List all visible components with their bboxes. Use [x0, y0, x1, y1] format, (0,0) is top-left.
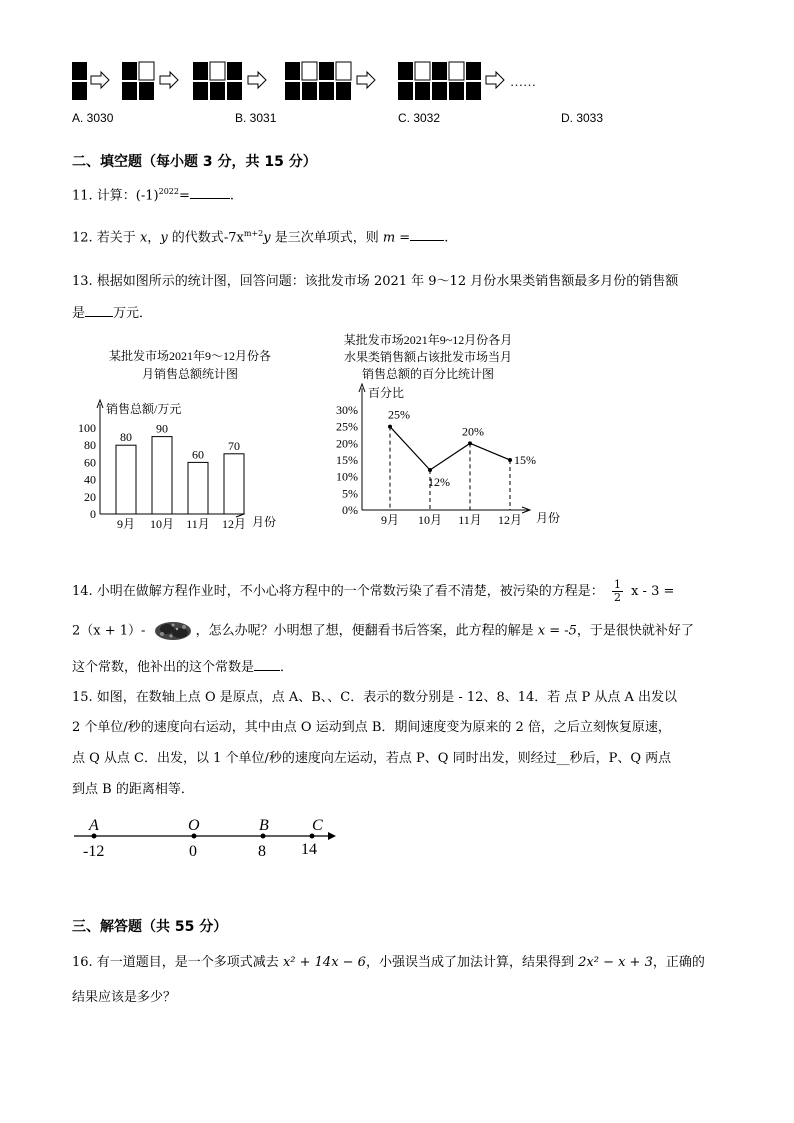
x-tick-label: 10月	[417, 513, 443, 527]
y-tick-label: 40	[84, 472, 96, 487]
label-b: B	[259, 817, 269, 834]
bar	[224, 454, 244, 514]
chart-title-line: 某批发市场2021年9～12月份各	[108, 349, 272, 363]
option-a[interactable]: A. 3030	[72, 111, 114, 125]
data-label: 15%	[514, 453, 536, 467]
bar	[152, 437, 172, 514]
bar	[116, 445, 136, 514]
x-tick-label: 10月	[149, 517, 175, 531]
question-11: 11. 计算：$(-1)^{2022}=$ .	[72, 187, 235, 204]
chart-title-line: 销售总额的百分比统计图	[361, 367, 495, 381]
pattern-step-5	[398, 62, 481, 100]
series-line	[390, 427, 510, 470]
x-tick-label: 9月	[380, 513, 400, 527]
section-2-title: 二、填空题（每小题 3 分，共 15 分）	[72, 154, 317, 170]
y-tick-label: 100	[78, 421, 96, 435]
chart-title-line: 水果类销售额占该批发市场当月	[343, 350, 513, 364]
y-tick-label: 0	[90, 507, 96, 521]
value-o: 0	[189, 843, 197, 860]
pattern-step-3	[193, 62, 242, 100]
question-12: 12. 若关于 x，y 的代数式$-7x^{m+2}y$ 是三次单项式，则 m = .	[72, 229, 449, 246]
bar-value-label: 70	[228, 438, 240, 453]
value-a: -12	[83, 843, 105, 860]
question-15-line-3: 点 Q 从点 C．出发，以 1 个单位/秒的速度向左运动，若点 P、Q 同时出发，则经过__秒后，P、Q 两点	[72, 751, 672, 766]
pattern-figure	[70, 60, 570, 102]
x-tick-label: 11月	[186, 517, 210, 531]
y-tick-label: 10%	[336, 469, 358, 484]
arrow-icon	[357, 72, 375, 88]
x-axis-label: 月份	[536, 511, 561, 525]
y-tick-label: 20%	[336, 436, 358, 451]
arrow-icon	[486, 72, 504, 88]
question-13-line-1: 13. 根据如图所示的统计图，回答问题：该批发市场 2021 年 9～12 月份水果类销售额最多月份的销售额	[72, 274, 679, 289]
data-label: 25%	[388, 407, 410, 422]
label-c: C	[312, 817, 323, 834]
y-axis-label: 百分比	[368, 386, 405, 400]
point-a	[92, 834, 97, 839]
y-tick-label: 15%	[336, 453, 358, 467]
data-point	[468, 441, 472, 445]
arrow-icon	[248, 72, 266, 88]
question-15-line-4: 到点 B 的距离相等．	[72, 782, 194, 797]
fraction: $\frac{1}{2}$	[613, 578, 621, 604]
answer-blank[interactable]	[190, 186, 230, 199]
data-point	[388, 425, 392, 429]
arrow-icon	[160, 72, 178, 88]
point-c	[310, 834, 315, 839]
chart-title-line: 月销售总额统计图	[141, 367, 239, 381]
point-o	[192, 834, 197, 839]
question-16-line-1: 16. 有一道题目，是一个多项式减去 x² + 14x − 6，小强误当成了加法计算，结果得到 2x² − x + 3，正确的	[72, 955, 705, 970]
ink-blot-icon	[153, 620, 193, 642]
answer-blank[interactable]	[254, 658, 280, 671]
x-tick-label: 12月	[221, 517, 247, 531]
data-label: 12%	[428, 475, 450, 489]
section-3-title: 三、解答题（共 55 分）	[72, 919, 228, 935]
value-b: 8	[258, 843, 266, 860]
data-point	[428, 468, 432, 472]
x-tick-label: 9月	[116, 517, 136, 531]
y-tick-label: 80	[84, 438, 96, 453]
pattern-ellipsis: ……	[510, 74, 536, 89]
y-tick-label: 0%	[342, 503, 358, 517]
answer-blank[interactable]	[410, 228, 444, 241]
x-tick-label: 12月	[497, 513, 523, 527]
bar-value-label: 60	[192, 447, 204, 462]
value-c: 14	[301, 841, 317, 858]
arrow-icon	[91, 72, 109, 88]
question-14-line-1: 14. 小明在做解方程作业时，不小心将方程中的一个常数污染了看不清楚，被污染的方程是： $\frac{1}{2}$ x - 3 =	[72, 578, 675, 604]
pattern-step-4	[285, 62, 351, 100]
y-tick-label: 25%	[336, 419, 358, 434]
x-tick-label: 11月	[458, 513, 482, 527]
bar	[188, 462, 208, 514]
y-tick-label: 60	[84, 455, 96, 470]
y-tick-label: 30%	[336, 403, 358, 417]
data-point	[508, 458, 512, 462]
x-axis-label: 月份	[252, 515, 277, 529]
line-chart	[318, 330, 578, 535]
y-tick-label: 20	[84, 489, 96, 504]
arrow-right-icon	[328, 832, 336, 840]
number-line	[72, 812, 342, 862]
question-14-line-3: 这个常数，他补出的这个常数是 ．	[72, 660, 294, 675]
chart-title-line: 某批发市场2021年9~12月份各月	[343, 333, 513, 347]
bar-chart	[72, 338, 302, 533]
y-axis-label: 销售总额/万元	[106, 402, 182, 416]
point-b	[261, 834, 266, 839]
bar-value-label: 90	[156, 421, 168, 436]
label-a: A	[89, 817, 99, 834]
pattern-step-1	[72, 62, 87, 100]
option-c[interactable]: C. 3032	[398, 111, 441, 125]
question-13-line-2: 是 万元．	[72, 306, 153, 321]
question-15-line-1: 15. 如图，在数轴上点 O 是原点，点 A、B、、C．表示的数分别是 - 12、8、14．若 点 P 从点 A 出发以	[72, 690, 678, 705]
answer-blank[interactable]	[85, 304, 113, 317]
question-15-line-2: 2 个单位/秒的速度向右运动，其中由点 O 运动到点 B．期间速度变为原来的 2 倍，之后立刻恢复原速，	[72, 720, 671, 735]
question-14-line-2: 2（x + 1）- ，怎么办呢？小明想了想，便翻看书后答案，此方程的解是 x = -5，于是很快就补好了	[72, 620, 694, 642]
pattern-step-2	[122, 62, 154, 100]
y-tick-label: 5%	[342, 486, 358, 501]
bar-value-label: 80	[120, 430, 132, 445]
data-label: 20%	[462, 424, 484, 439]
question-16-line-2: 结果应该是多少？	[72, 990, 177, 1005]
label-o: O	[188, 817, 200, 834]
option-b[interactable]: B. 3031	[235, 111, 277, 125]
option-d[interactable]: D. 3033	[561, 111, 604, 125]
